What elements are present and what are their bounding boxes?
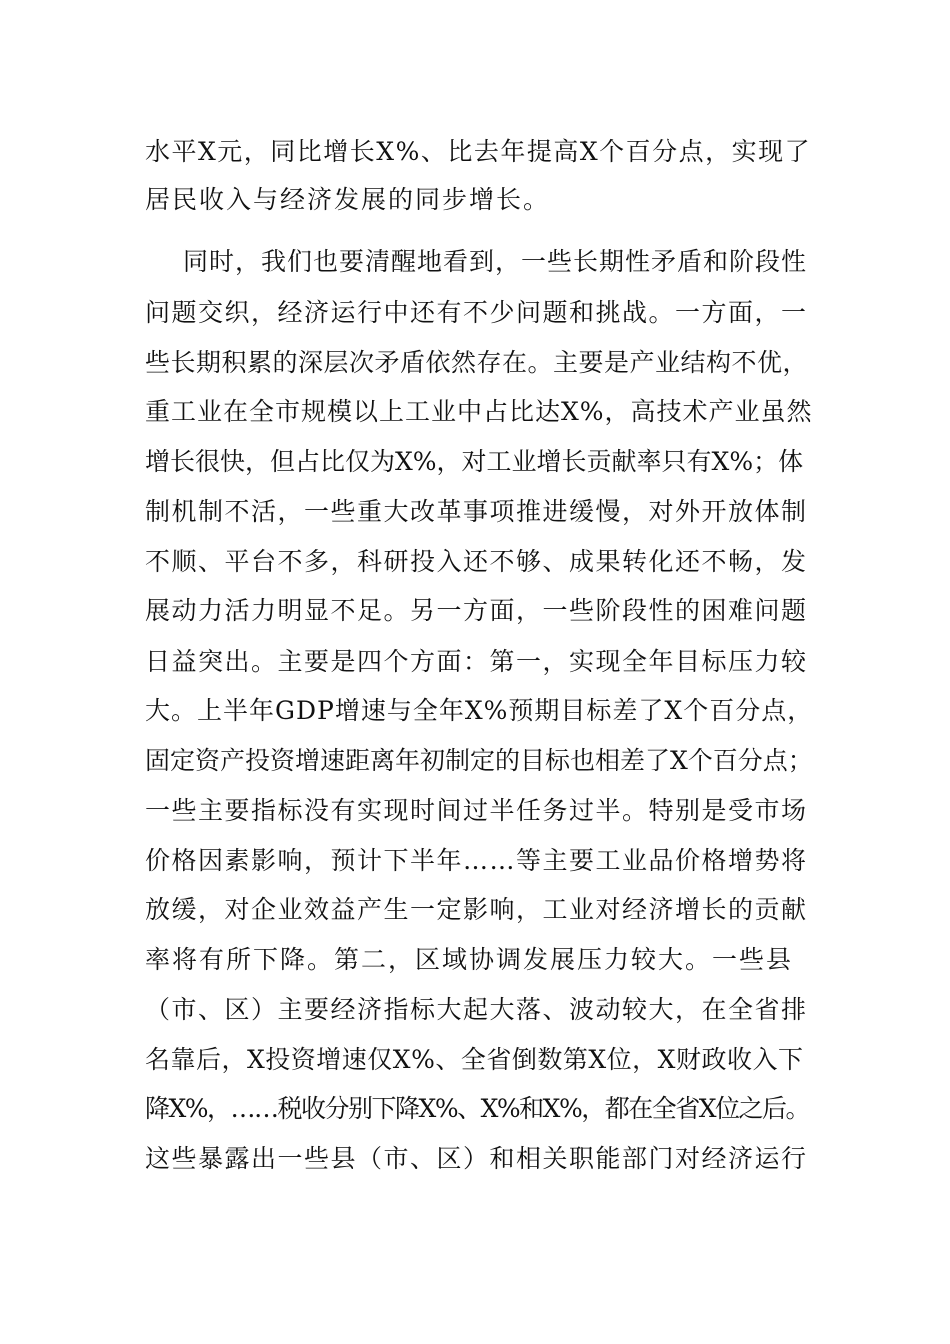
text-line: 价格因素影响，预计下半年……等主要工业品价格增势将 xyxy=(145,846,808,875)
text-line: 增长很快，但占比仅为X%，对工业增长贡献率只有X%；体 xyxy=(145,447,804,476)
text-line: 展动力活力明显不足。另一方面，一些阶段性的困难问题 xyxy=(145,596,808,625)
text-line: （市、区）主要经济指标大起大落、波动较大，在全省排 xyxy=(145,995,808,1024)
text-line: 率将有所下降。第二，区域协调发展压力较大。一些县 xyxy=(145,945,794,974)
text-line: 大。上半年GDP增速与全年X%预期目标差了X个百分点， xyxy=(145,696,814,725)
text-line: 这些暴露出一些县（市、区）和相关职能部门对经济运行 xyxy=(145,1144,808,1173)
text-line: 问题交织，经济运行中还有不少问题和挑战。一方面，一 xyxy=(145,298,808,327)
text-line: 一些主要指标没有实现时间过半任务过半。特别是受市场 xyxy=(145,796,808,825)
text-line: 降X%，……税收分别下降X%、X%和X%，都在全省X位之后。 xyxy=(145,1094,810,1123)
paragraph-first-line: 同时，我们也要清醒地看到，一些长期性矛盾和阶段性 xyxy=(183,247,808,276)
text-line: 重工业在全市规模以上工业中占比达X%，高技术产业虽然 xyxy=(145,397,813,426)
text-line: 放缓，对企业效益产生一定影响，工业对经济增长的贡献 xyxy=(145,895,808,924)
text-line: 固定资产投资增速距离年初制定的目标也相差了X个百分点； xyxy=(145,746,813,775)
text-line: 居民收入与经济发展的同步增长。 xyxy=(145,185,551,214)
text-line: 制机制不活，一些重大改革事项推进缓慢，对外开放体制 xyxy=(145,497,808,526)
text-line: 不顺、平台不多，科研投入还不够、成果转化还不畅，发 xyxy=(145,547,808,576)
text-line: 名靠后，X投资增速仅X%、全省倒数第X位，X财政收入下 xyxy=(145,1045,804,1074)
text-line: 些长期积累的深层次矛盾依然存在。主要是产业结构不优， xyxy=(145,348,809,377)
text-line: 水平X元，同比增长X%、比去年提高X个百分点，实现了 xyxy=(145,137,812,166)
text-line: 日益突出。主要是四个方面：第一，实现全年目标压力较 xyxy=(145,647,808,676)
